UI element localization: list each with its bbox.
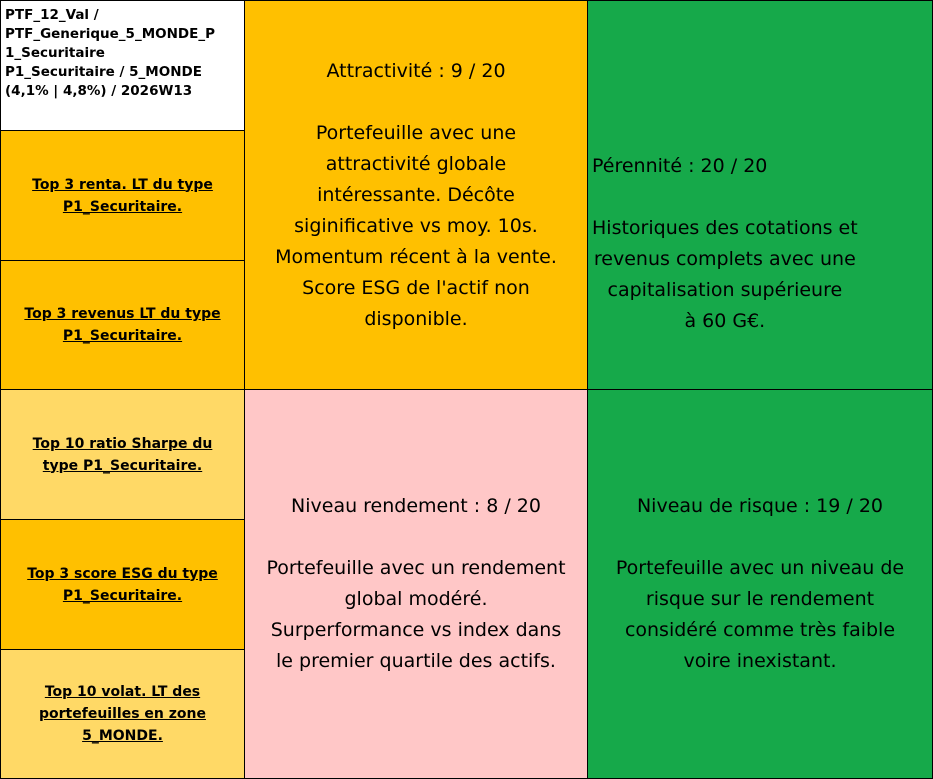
link-top10-sharpe[interactable]: [0, 389, 245, 520]
text-line: Portefeuille avec un niveau de: [615, 557, 905, 579]
text-line: disponible.: [364, 307, 468, 330]
header-line-2: PTF_Generique_5_MONDE_P: [5, 26, 215, 42]
rendement-text: [266, 553, 565, 677]
link-line: P1_Securitaire.: [62, 328, 183, 344]
text-line: risque sur le rendement: [645, 588, 875, 610]
rendement-panel: [244, 389, 588, 779]
text-line: attractivité globale: [325, 152, 507, 175]
link-line: portefeuilles en zone: [39, 706, 206, 722]
link-top3-renta[interactable]: [0, 130, 245, 261]
text-line: Momentum récent à la vente.: [275, 245, 557, 268]
text-line: voire inexistant.: [683, 650, 837, 672]
text-line: Historiques des cotations et: [592, 217, 858, 239]
text-line: Score ESG de l'actif non: [302, 276, 530, 299]
link-top3-esg[interactable]: [0, 519, 245, 650]
risque-title: Niveau de risque : 19 / 20: [636, 495, 884, 517]
text-line: Surperformance vs index dans: [270, 619, 562, 641]
text-line: Portefeuille avec une: [315, 121, 517, 144]
link-line: Top 3 renta. LT du type: [32, 176, 213, 193]
text-line: capitalisation supérieure: [607, 279, 843, 301]
link-line: Top 10 ratio Sharpe du: [32, 435, 213, 452]
text-line: global modéré.: [344, 588, 488, 610]
risque-text: [616, 553, 904, 677]
text-line: siginificative vs moy. 10s.: [294, 214, 538, 237]
link-line: Top 10 volat. LT des: [44, 684, 201, 700]
link-line: Top 3 score ESG du type: [27, 565, 218, 582]
portfolio-header: [0, 0, 245, 131]
link-line: Top 3 revenus LT du type: [24, 306, 221, 322]
header-line-1: PTF_12_Val /: [5, 7, 99, 23]
link-line: type P1_Securitaire.: [42, 457, 203, 474]
attractivite-panel: [244, 0, 588, 390]
text-line: revenus complets avec une: [593, 248, 856, 270]
header-line-4: P1_Securitaire / 5_MONDE: [5, 64, 202, 80]
text-line: intéressante. Décôte: [317, 183, 515, 206]
header-line-3: 1_Securitaire: [5, 45, 105, 61]
text-line: considéré comme très faible: [624, 619, 896, 641]
link-line: 5_MONDE.: [82, 728, 163, 744]
link-top10-volat[interactable]: [0, 649, 245, 779]
attractivite-text: [275, 118, 557, 335]
link-line: P1_Securitaire.: [62, 198, 183, 215]
text-line: le premier quartile des actifs.: [276, 650, 556, 672]
text-line: Portefeuille avec un rendement: [266, 557, 566, 579]
risque-panel: [587, 389, 933, 779]
perennite-title: Pérennité : 20 / 20: [592, 155, 768, 177]
perennite-panel: [587, 0, 933, 390]
text-line: à 60 G€.: [684, 310, 766, 332]
perennite-text: [592, 213, 858, 337]
link-top3-revenus[interactable]: [0, 260, 245, 390]
rendement-title: Niveau rendement : 8 / 20: [291, 495, 541, 517]
attractivite-title: Attractivité : 9 / 20: [326, 59, 506, 82]
link-line: P1_Securitaire.: [62, 587, 183, 604]
header-line-5: (4,1% | 4,8%) / 2026W13: [5, 83, 193, 99]
